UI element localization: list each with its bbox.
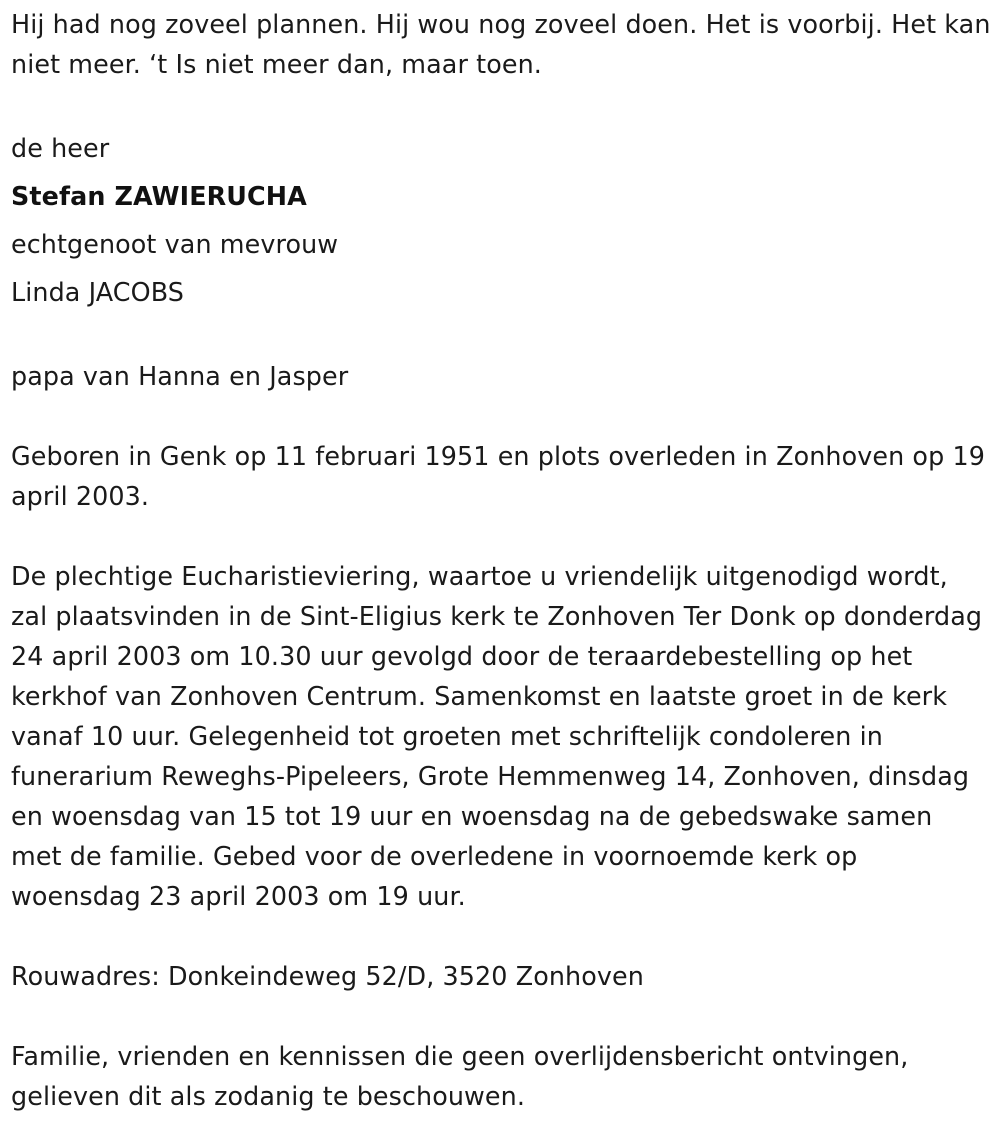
spouse-name: Linda JACOBS <box>11 277 185 307</box>
spacer <box>11 316 991 356</box>
deceased-name: Stefan ZAWIERUCHA <box>11 181 307 211</box>
intro-quote: Hij had nog zoveel plannen. Hij wou nog zoveel doen. Het is voorbij. Het kan niet meer. ‘t Is niet meer dan, maar toen. <box>11 9 991 79</box>
spouse-relation: echtgenoot van mevrouw <box>11 229 339 259</box>
children-line: papa van Hanna en Jasper <box>11 361 349 391</box>
spacer <box>11 396 991 436</box>
spacer <box>11 996 991 1036</box>
spacer <box>11 916 991 956</box>
obituary-notice <box>11 4 991 1116</box>
spacer <box>11 516 991 556</box>
spacer <box>11 84 991 124</box>
title-prefix: de heer <box>11 133 110 163</box>
name-block <box>11 124 991 316</box>
notice-paragraph: Familie, vrienden en kennissen die geen overlijdensbericht ontvingen, gelieven dit als zodanig te beschouwen. <box>11 1041 909 1111</box>
ceremony-paragraph: De plechtige Eucharistieviering, waartoe u vriendelijk uitgenodigd wordt, zal plaatsvinden in de Sint-Eligius kerk te Zonhoven Ter Donk op donderdag 24 april 2003 om 10.30 uur gevolgd door de teraardebestelling op het kerkhof van Zonhoven Centrum. Samenkomst en laatste groet in de kerk vanaf 10 uur. Gelegenheid tot groeten met schriftelijk condoleren in funerarium Reweghs-Pipeleers, Grote Hemmenweg 14, Zonhoven, dinsdag en woensdag van 15 tot 19 uur en woensdag na de gebedswake samen met de familie. Gebed voor de overledene in voornoemde kerk op woensdag 23 april 2003 om 19 uur. <box>11 561 983 911</box>
mourning-address: Rouwadres: Donkeindeweg 52/D, 3520 Zonhoven <box>11 961 644 991</box>
birth-death-paragraph: Geboren in Genk op 11 februari 1951 en plots overleden in Zonhoven op 19 april 2003. <box>11 441 985 511</box>
